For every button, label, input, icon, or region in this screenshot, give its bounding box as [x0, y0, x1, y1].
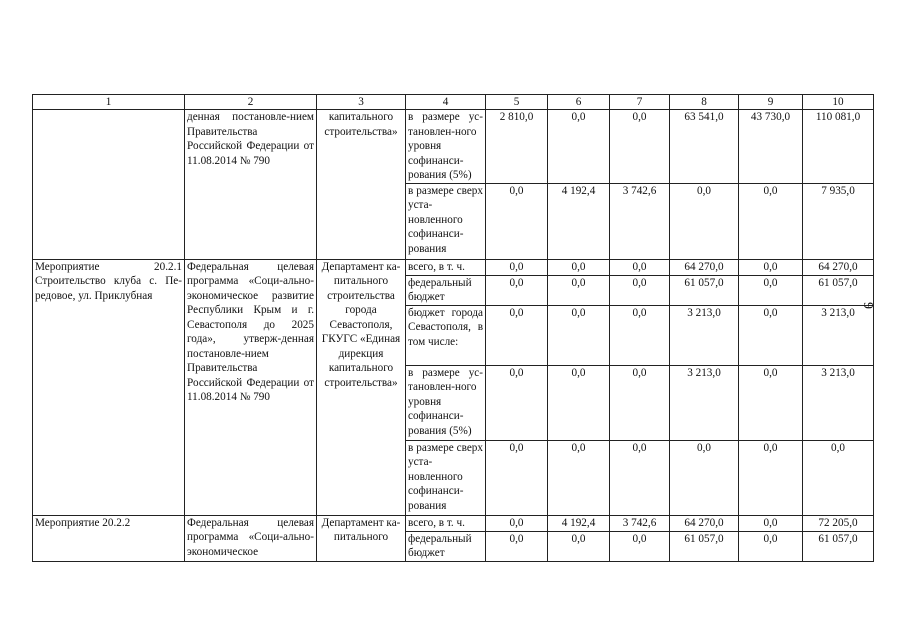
table-header-row: [33, 95, 874, 110]
value-cell: 0,0: [739, 305, 803, 365]
funding-source-cell: в размере сверх уста-новленного софинанси-рования: [406, 183, 486, 259]
total-value-cell: 72 205,0: [803, 515, 874, 531]
column-number: 4: [406, 95, 486, 110]
value-cell: 0,0: [739, 531, 803, 561]
value-cell: 3 742,6: [610, 183, 670, 259]
total-value-cell: 110 081,0: [803, 110, 874, 184]
value-cell: 0,0: [610, 275, 670, 305]
value-cell: 0,0: [548, 440, 610, 515]
value-cell: 0,0: [486, 531, 548, 561]
column-number: 9: [739, 95, 803, 110]
value-cell: 0,0: [548, 259, 610, 275]
total-value-cell: 7 935,0: [803, 183, 874, 259]
value-cell: 0,0: [739, 183, 803, 259]
table-row: [33, 110, 874, 184]
value-cell: 0,0: [670, 183, 739, 259]
column-number: 3: [317, 95, 406, 110]
program-cell: Федеральная целевая программа «Соци-ально-экономическое: [185, 515, 317, 561]
value-cell: 61 057,0: [670, 531, 739, 561]
value-cell: 0,0: [610, 531, 670, 561]
value-cell: 3 742,6: [610, 515, 670, 531]
financing-table: [32, 94, 874, 562]
total-value-cell: 3 213,0: [803, 305, 874, 365]
funding-source-cell: в размере сверх уста-новленного софинанси-рования: [406, 440, 486, 515]
program-cell: денная постановле-нием Правительства Российской Федерации от 11.08.2014 № 790: [185, 110, 317, 260]
funding-source-cell: в размере ус-тановлен-ного уровня софинанси-рования (5%): [406, 110, 486, 184]
value-cell: 0,0: [486, 183, 548, 259]
page-number: 9: [860, 302, 875, 309]
funding-source-cell: в размере ус-тановлен-ного уровня софинанси-рования (5%): [406, 365, 486, 440]
value-cell: 3 213,0: [670, 365, 739, 440]
value-cell: 0,0: [610, 365, 670, 440]
value-cell: 0,0: [548, 365, 610, 440]
executor-cell: капитального строительства»: [317, 110, 406, 260]
column-number: 8: [670, 95, 739, 110]
column-number: 1: [33, 95, 185, 110]
value-cell: 0,0: [739, 365, 803, 440]
value-cell: 0,0: [486, 275, 548, 305]
value-cell: 3 213,0: [670, 305, 739, 365]
value-cell: 0,0: [739, 259, 803, 275]
total-value-cell: 61 057,0: [803, 531, 874, 561]
table-row: [33, 515, 874, 531]
executor-cell: Департамент ка-питального строительства города Севастополя, ГКУГС «Единая дирекция капитального строительства»: [317, 259, 406, 515]
value-cell: 0,0: [548, 305, 610, 365]
value-cell: 0,0: [610, 259, 670, 275]
value-cell: 0,0: [486, 259, 548, 275]
value-cell: 0,0: [548, 110, 610, 184]
value-cell: 0,0: [486, 515, 548, 531]
value-cell: 4 192,4: [548, 515, 610, 531]
value-cell: 0,0: [486, 365, 548, 440]
table-row: [33, 259, 874, 275]
total-value-cell: 61 057,0: [803, 275, 874, 305]
program-cell: Федеральная целевая программа «Соци-ально-экономическое развитие Республики Крым и г. Севастополя до 2025 года», утверж-денная постановле-нием Правительства Российской Федерации от 11.08.2014 № 790: [185, 259, 317, 515]
value-cell: 0,0: [670, 440, 739, 515]
value-cell: 0,0: [486, 440, 548, 515]
activity-name-cell: Мероприятие 20.2.2: [33, 515, 185, 561]
value-cell: 2 810,0: [486, 110, 548, 184]
value-cell: 63 541,0: [670, 110, 739, 184]
value-cell: 64 270,0: [670, 515, 739, 531]
value-cell: 0,0: [486, 305, 548, 365]
value-cell: 0,0: [610, 305, 670, 365]
funding-source-cell: всего, в т. ч.: [406, 259, 486, 275]
column-number: 6: [548, 95, 610, 110]
activity-name-cell: [33, 110, 185, 260]
value-cell: 0,0: [739, 515, 803, 531]
value-cell: 0,0: [548, 531, 610, 561]
value-cell: 61 057,0: [670, 275, 739, 305]
value-cell: 0,0: [739, 275, 803, 305]
value-cell: 0,0: [739, 440, 803, 515]
value-cell: 0,0: [548, 275, 610, 305]
value-cell: 4 192,4: [548, 183, 610, 259]
column-number: 10: [803, 95, 874, 110]
value-cell: 0,0: [610, 440, 670, 515]
funding-source-cell: федеральный бюджет: [406, 275, 486, 305]
executor-cell: Департамент ка-питального: [317, 515, 406, 561]
total-value-cell: 64 270,0: [803, 259, 874, 275]
column-number: 2: [185, 95, 317, 110]
column-number: 5: [486, 95, 548, 110]
funding-source-cell: всего, в т. ч.: [406, 515, 486, 531]
funding-source-cell: федеральный бюджет: [406, 531, 486, 561]
total-value-cell: 3 213,0: [803, 365, 874, 440]
value-cell: 0,0: [610, 110, 670, 184]
activity-name-cell: Мероприятие 20.2.1 Строительство клуба с. Пе-редовое, ул. Приклубная: [33, 259, 185, 515]
funding-source-cell: бюджет города Севастополя, в том числе:: [406, 305, 486, 365]
value-cell: 64 270,0: [670, 259, 739, 275]
column-number: 7: [610, 95, 670, 110]
value-cell: 43 730,0: [739, 110, 803, 184]
total-value-cell: 0,0: [803, 440, 874, 515]
